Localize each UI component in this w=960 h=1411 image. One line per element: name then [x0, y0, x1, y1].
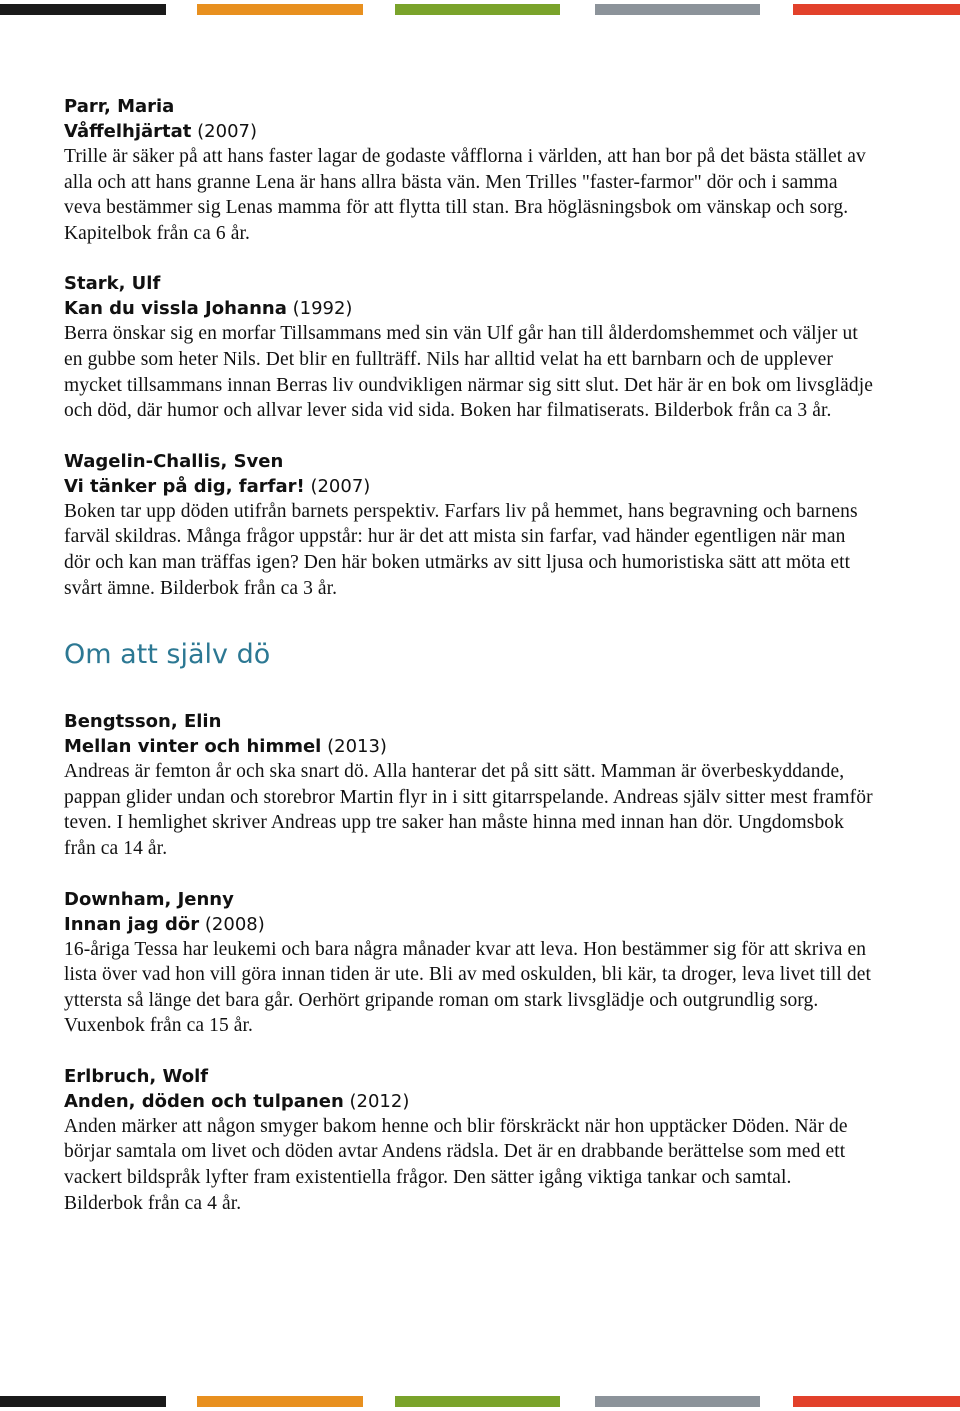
book-author: Stark, Ulf: [64, 273, 161, 295]
entries-top: [64, 94, 874, 601]
book-author: Wagelin-Challis, Sven: [64, 450, 284, 472]
book-year: (2012): [349, 1090, 410, 1112]
book-author: Erlbruch, Wolf: [64, 1065, 209, 1087]
book-entry: [64, 709, 874, 861]
book-title-line: [64, 119, 874, 144]
book-title-line: [64, 474, 874, 499]
book-description: Anden märker att någon smyger bakom henne och blir förskräckt när hon upptäcker Döden. När de börjar samtala om livet och döden avtar Andens rädsla. Det är en drabbande berättelse som med ett vackert bildspråk lyfter fram existentiella frågor. Den sätter igång viktiga tankar och samtal. Bilderbok från ca 4 år.: [64, 1115, 848, 1214]
book-year: (2007): [197, 121, 258, 142]
book-year: (1992): [292, 298, 353, 320]
book-entry: [64, 271, 874, 423]
book-author: Downham, Jenny: [64, 888, 234, 910]
book-title-line: [64, 734, 874, 759]
top-bar-gray: [595, 4, 760, 15]
book-title-line: [64, 1089, 874, 1114]
book-description: Berra önskar sig en morfar Tillsammans med sin vän Ulf går han till ålderdomshemmet och väljer ut en gubbe som heter Nils. Det blir en fullträff. Nils har alltid velat ha ett barnbarn och de upplever mycket tillsammans innan Berras liv oundvikligen närmar sig sitt slut. Det här är en bok om livsglädje och död, där humor och allvar lever sida vid sida. Boken har filmatiserats. Bilderbok från ca 3 år.: [64, 323, 874, 422]
book-title: Kan du vissla Johanna: [64, 298, 287, 320]
book-entry: [64, 1064, 874, 1216]
book-title: Vi tänker på dig, farfar!: [64, 475, 305, 497]
book-title: Innan jag dör: [64, 913, 200, 935]
book-description: 16-åriga Tessa har leukemi och bara några månader kvar att leva. Hon bestämmer sig för att skriva en lista över vad hon vill göra innan tiden är ute. Bli av med oskulden, bli kär, ta droger, leva livet till det yttersta så länge det bara går. Oerhört gripande roman om stark livsglädje och outgrundlig sorg. Vuxenbok från ca 15 år.: [64, 938, 872, 1037]
book-entry: [64, 449, 874, 601]
book-year: (2008): [204, 913, 265, 935]
bottom-bar-green: [395, 1396, 560, 1407]
book-description: Boken tar upp döden utifrån barnets perspektiv. Farfars liv på hemmet, hans begravning och barnens farväl skildras. Många frågor uppstår: hur är det att mista sin farfar, vad händer egentligen när man dör och kan man träffas igen? Den här boken utmärks av sitt ljusa och humoristiska sätt att möta ett svårt ämne. Bilderbok från ca 3 år.: [64, 500, 858, 599]
section-heading: Om att själv dö: [64, 639, 271, 671]
book-description: Trille är säker på att hans faster lagar de godaste våfflorna i världen, att han bor på det bästa stället av alla och att hans granne Lena är hans allra bästa vän. Men Trilles "faster-farmor" dör och i samma veva bestämmer sig Lenas mamma för att flytta till stan. Bra högläsningsbok om vänskap och sorg. Kapitelbok från ca 6 år.: [64, 146, 866, 244]
entries-bottom: [64, 709, 874, 1216]
book-title-line: [64, 912, 874, 937]
book-title-line: [64, 296, 874, 321]
book-year: (2007): [310, 475, 371, 497]
top-bar-red: [793, 4, 960, 15]
top-bar-orange: [197, 4, 363, 15]
book-description: Andreas är femton år och ska snart dö. Alla hanterar det på sitt sätt. Mamman är överbeskyddande, pappan glider undan och storebror Martin flyr in i sitt gitarrspelande. Andreas själv sitter mest framför teven. I hemlighet skriver Andreas upp tre saker han måste hinna med innan han dör. Ungdomsbok från ca 14 år.: [64, 761, 873, 859]
top-bar-black: [0, 4, 166, 15]
book-author: Parr, Maria: [64, 96, 175, 117]
document-body: [64, 94, 874, 1216]
bottom-bar-red: [793, 1396, 960, 1407]
book-title: Anden, döden och tulpanen: [64, 1090, 344, 1112]
book-entry: [64, 887, 874, 1039]
top-bar-green: [395, 4, 560, 15]
bottom-bar-black: [0, 1396, 166, 1407]
bottom-bar-orange: [197, 1396, 363, 1407]
book-title: Våffelhjärtat: [64, 121, 192, 142]
book-year: (2013): [327, 736, 387, 758]
bottom-bar-gray: [595, 1396, 760, 1407]
book-title: Mellan vinter och himmel: [64, 736, 322, 758]
book-entry: [64, 94, 874, 246]
book-author: Bengtsson, Elin: [64, 711, 222, 733]
